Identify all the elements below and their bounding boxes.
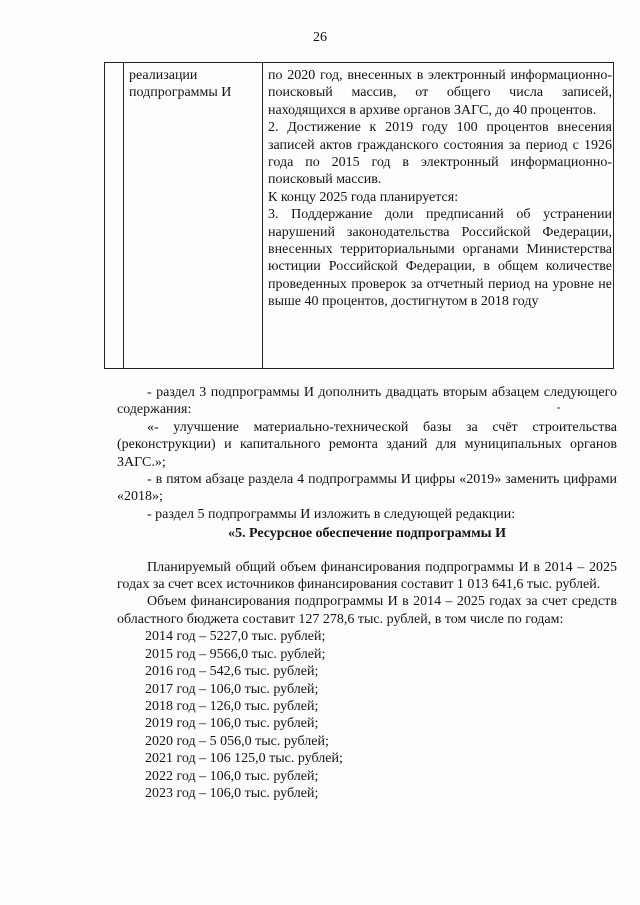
year-item: 2014 год – 5227,0 тыс. рублей; bbox=[145, 629, 326, 645]
year-item: 2023 год – 106,0 тыс. рублей; bbox=[145, 785, 319, 801]
year-item: 2016 год – 542,6 тыс. рублей; bbox=[145, 664, 319, 680]
amendment-paragraph: - в пятом абзаце раздела 4 подпрограммы И цифры «2019» заменить цифрами «2018»; bbox=[117, 472, 617, 505]
amendment-paragraph: - раздел 3 подпрограммы И дополнить двадцать вторым абзацем следующего содержания: bbox=[117, 385, 617, 418]
table-cell-paragraph: К концу 2025 года планируется: bbox=[268, 189, 459, 205]
table-left-cell: реализации подпрограммы И bbox=[129, 68, 232, 101]
table-cell-paragraph: 2. Достижение к 2019 году 100 процентов внесения записей актов гражданского состояния за период с 1926 года по 2015 год в электронный информационно-поисковый массив. bbox=[268, 120, 612, 188]
page-number: 26 bbox=[313, 30, 327, 45]
table-cell-paragraph: 3. Поддержание доли предписаний об устранении нарушений законодательства Российской Федерации, внесенных территориальными органами Министерства юстиции Российской Федерации, в общем количестве проведенных проверок за отчетный период на уровне не выше 40 процентов, достигнутом в 2018 году bbox=[268, 207, 612, 310]
funding-paragraph: Объем финансирования подпрограммы И в 2014 – 2025 годах за счет средств областного бюджета составит 127 278,6 тыс. рублей, в том числе по годам: bbox=[117, 594, 617, 627]
year-item: 2018 год – 126,0 тыс. рублей; bbox=[145, 698, 319, 714]
year-item: 2022 год – 106,0 тыс. рублей; bbox=[145, 768, 319, 784]
program-table bbox=[104, 62, 614, 369]
document-body bbox=[117, 384, 617, 802]
section-heading: «5. Ресурсное обеспечение подпрограммы И bbox=[228, 526, 506, 542]
year-item: 2019 год – 106,0 тыс. рублей; bbox=[145, 716, 319, 732]
year-item: 2015 год – 9566,0 тыс. рублей; bbox=[145, 646, 326, 662]
spacer bbox=[117, 543, 617, 559]
amendment-paragraph: «- улучшение материально-технической базы за счёт строительства (реконструкции) и капитального ремонта зданий для муниципальных органов ЗАГС.»; bbox=[117, 419, 617, 470]
table-cell-paragraph: по 2020 год, внесенных в электронный информационно-поисковый массив, от общего числа записей, находящихся в архиве органов ЗАГС, до 40 процентов. bbox=[268, 68, 612, 118]
table-divider-left bbox=[123, 63, 124, 368]
year-item: 2017 год – 106,0 тыс. рублей; bbox=[145, 681, 319, 697]
year-item: 2021 год – 106 125,0 тыс. рублей; bbox=[145, 751, 343, 767]
table-divider-middle bbox=[262, 63, 263, 368]
year-item: 2020 год – 5 056,0 тыс. рублей; bbox=[145, 733, 329, 749]
funding-paragraph: Планируемый общий объем финансирования подпрограммы И в 2014 – 2025 годах за счет всех источников финансирования составит 1 013 641,6 тыс. рублей. bbox=[117, 559, 617, 593]
table-right-cell bbox=[268, 67, 612, 311]
amendment-paragraph: - раздел 5 подпрограммы И изложить в следующей редакции: bbox=[147, 506, 516, 522]
